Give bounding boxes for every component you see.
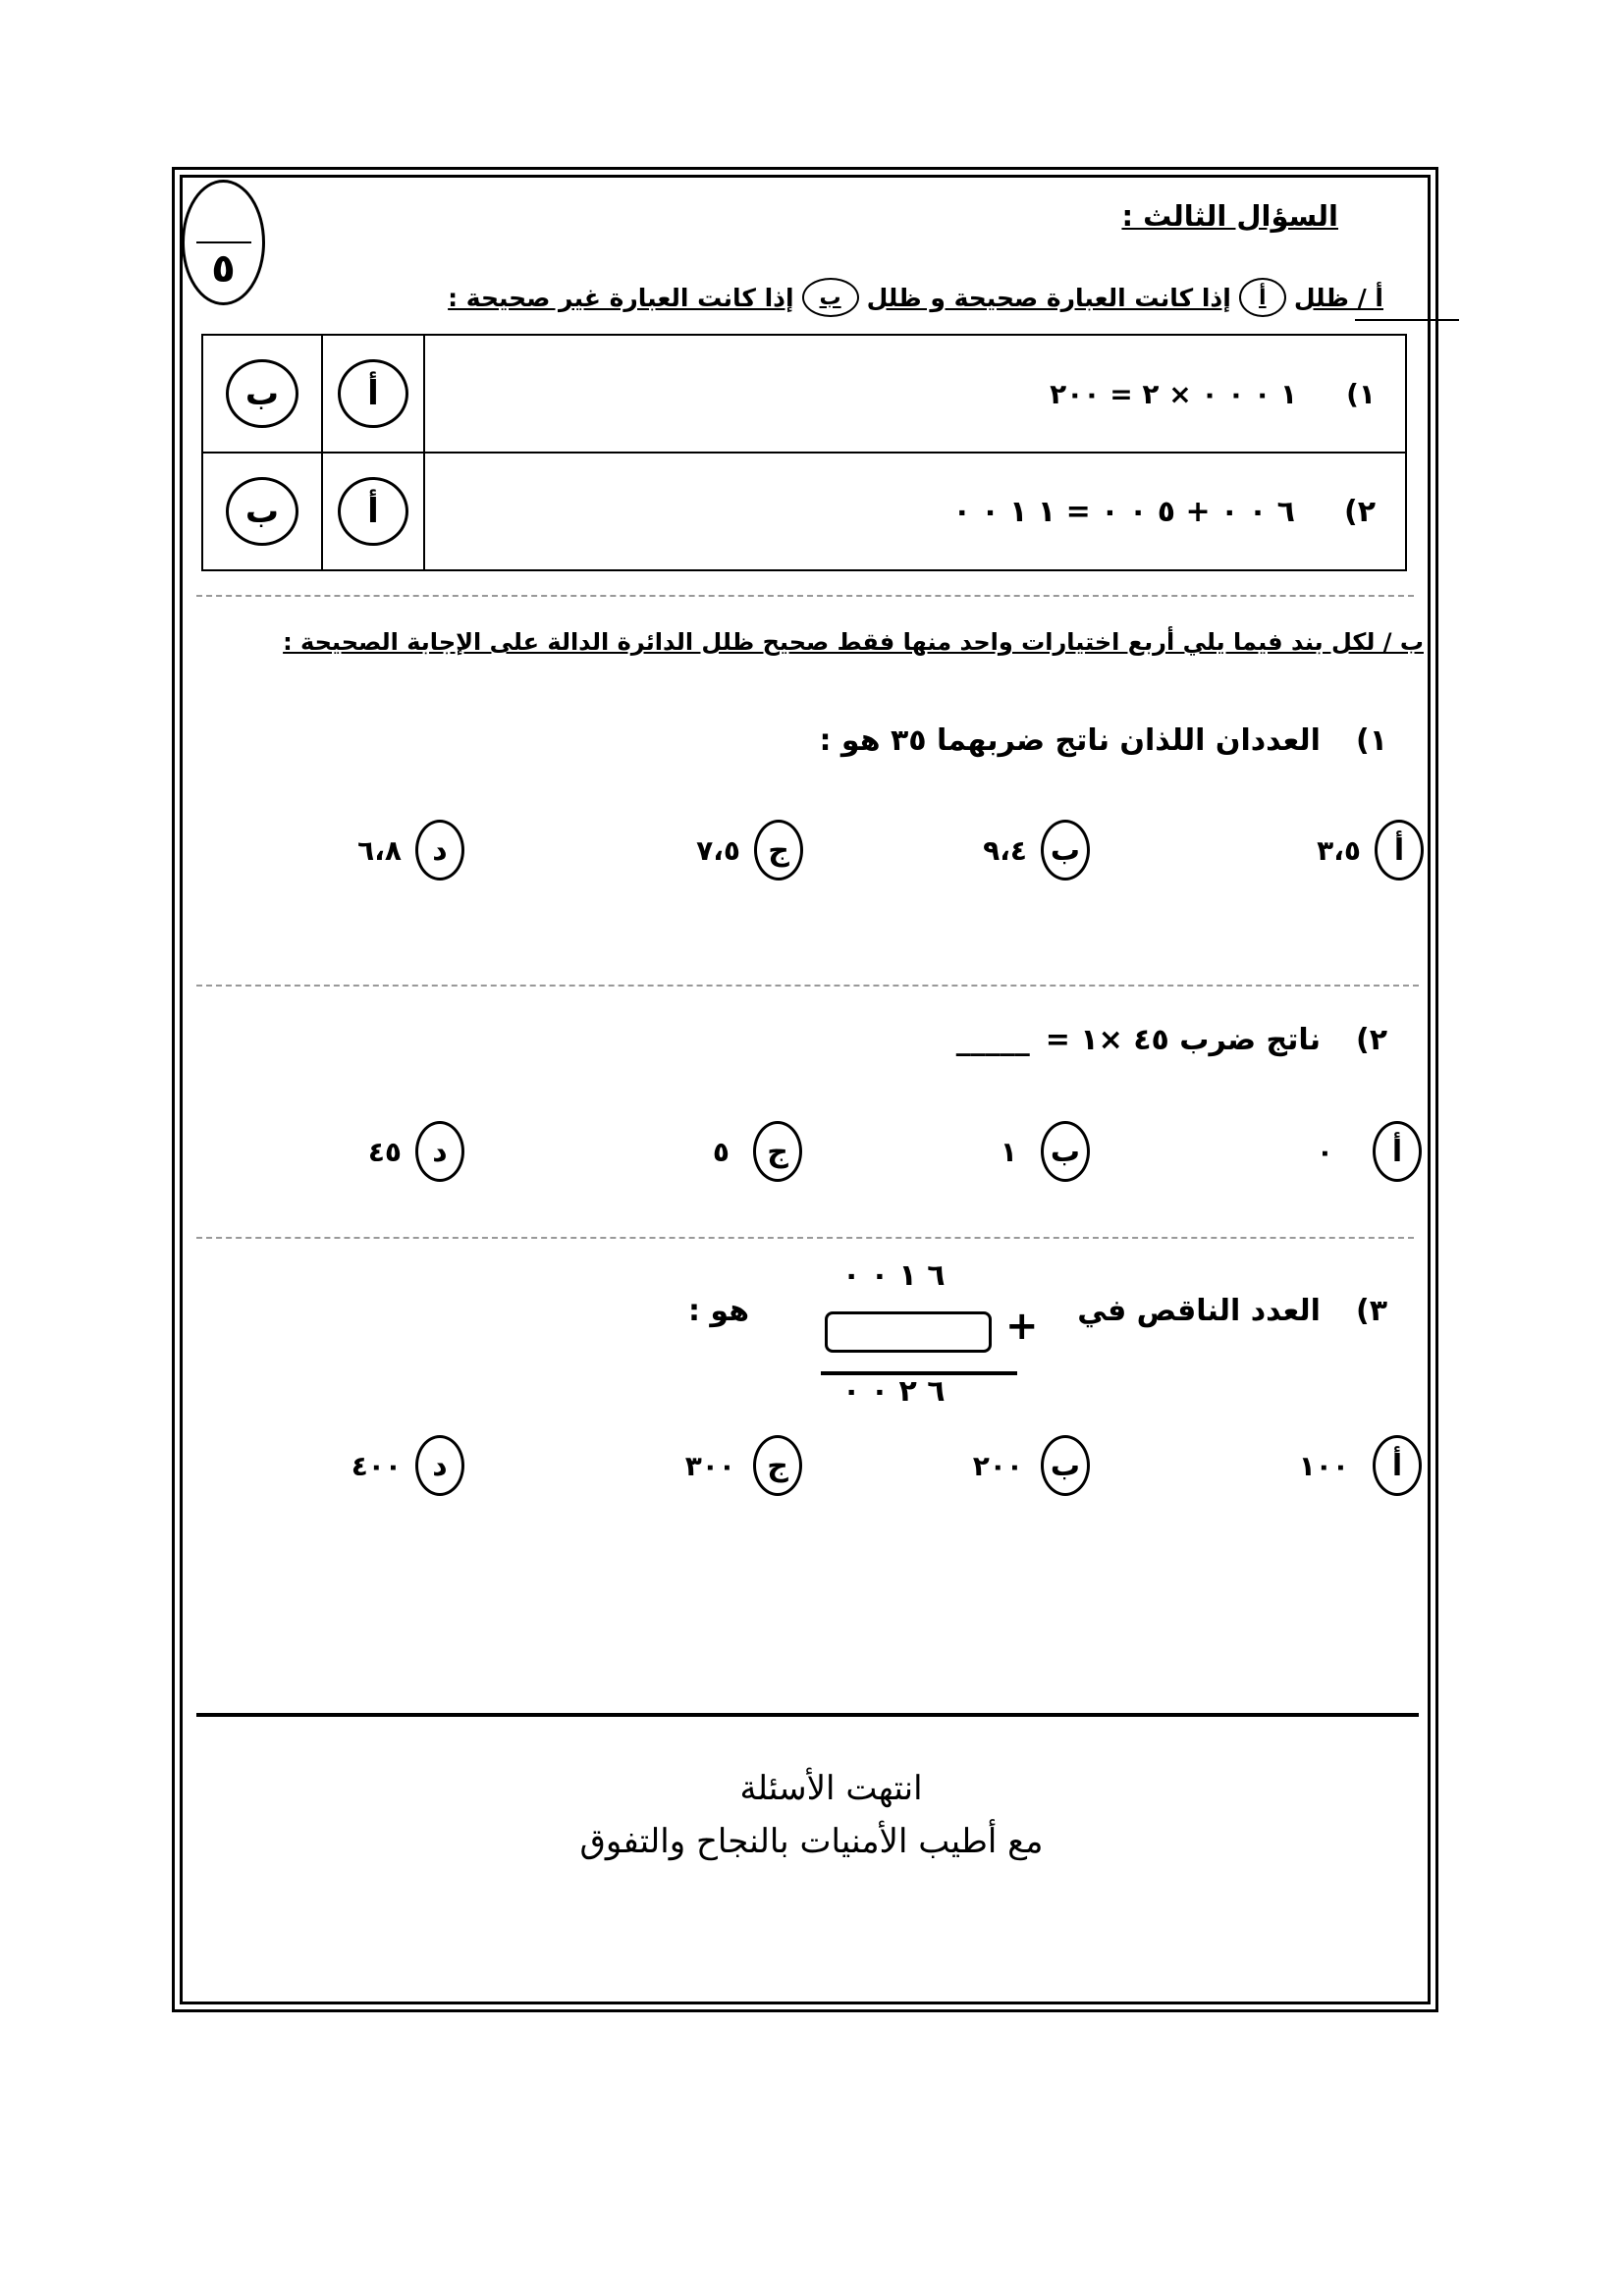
addend-top: ٦ ١ ٠ ٠ — [842, 1258, 946, 1293]
options-row — [0, 1121, 1623, 1190]
question-number: ١) — [1355, 723, 1387, 758]
statement-text: ١ ٠ ٠ ٠ × ٢ = ٢٠٠ — [1050, 377, 1298, 410]
option-letter-circle[interactable]: أ — [1373, 1435, 1422, 1496]
part-b-instruction: ب / لكل بند فيما يلي أربع اختيارات واحد منها فقط صحيح ظلل الدائرة الدالة على الإجابة الصحيحة : — [283, 628, 1424, 656]
table-row — [202, 453, 1406, 570]
divider-dashed — [196, 1237, 1414, 1239]
part-a-instruction-mid: إذا كانت العبارة صحيحة و ظلل — [866, 283, 1231, 312]
option[interactable] — [685, 1435, 802, 1496]
divider-dashed — [196, 595, 1414, 597]
question-text: العدد الناقص في — [1077, 1294, 1321, 1328]
option-cell-b — [202, 453, 322, 570]
question-2 — [956, 1023, 1387, 1057]
option-value: ٢٠٠ — [972, 1449, 1023, 1482]
option-letter-circle[interactable]: د — [415, 1121, 464, 1182]
missing-number-box[interactable] — [825, 1311, 992, 1353]
option-letter-circle[interactable]: ب — [1041, 1121, 1090, 1182]
statement-cell — [424, 453, 1406, 570]
part-a-instruction-prefix: أ / ظلل — [1293, 283, 1383, 312]
question-text: ناتج ضرب ٤٥ ×١ = — [1045, 1023, 1321, 1057]
option[interactable] — [983, 820, 1090, 881]
option-value: ٧،٥ — [696, 833, 740, 867]
option-value: ٤٠٠ — [351, 1449, 402, 1482]
option-a-circle[interactable]: أ — [338, 477, 408, 546]
option-letter-circle[interactable]: د — [415, 1435, 464, 1496]
option-a-circle[interactable]: أ — [338, 359, 408, 428]
option-value: ٥ — [712, 1135, 730, 1168]
answer-blank[interactable]: _____ — [955, 1023, 1030, 1057]
footer-line-1: انتهت الأسئلة — [739, 1769, 923, 1808]
option[interactable] — [368, 1121, 464, 1182]
question-text: العددان اللذان ناتج ضربهما ٣٥ هو : — [819, 723, 1321, 758]
question-3 — [1077, 1294, 1387, 1328]
part-a-instruction — [448, 278, 1383, 317]
option-letter-circle[interactable]: أ — [1375, 820, 1424, 881]
option-value: ٩،٤ — [983, 833, 1027, 867]
options-row — [0, 1435, 1623, 1504]
score-line — [196, 241, 251, 243]
statement-text: ٦ ٠ ٠ + ٥ ٠ ٠ = ١ ١ ٠ ٠ — [952, 494, 1295, 529]
option[interactable] — [352, 1435, 464, 1496]
question-number: ٣) — [1355, 1294, 1387, 1328]
score-mark: ٥ — [211, 246, 236, 292]
question-1 — [819, 723, 1387, 758]
question-number: ٢) — [1355, 1023, 1387, 1057]
option-value: ١٠٠ — [1298, 1449, 1349, 1482]
option-letter-circle[interactable]: ب — [1041, 820, 1090, 881]
footer-rule — [196, 1713, 1419, 1717]
option-letter-circle[interactable]: ب — [1041, 1435, 1090, 1496]
option[interactable] — [1317, 820, 1424, 881]
option-b-circle[interactable]: ب — [226, 477, 298, 546]
example-circle-a: أ — [1239, 278, 1286, 317]
example-circle-b: ب — [802, 278, 859, 317]
option[interactable] — [1001, 1121, 1090, 1182]
option-value: ١ — [1000, 1135, 1017, 1168]
part-a-underline-extension — [1355, 319, 1459, 321]
part-a-instruction-suffix: إذا كانت العبارة غير صحيحة : — [448, 283, 794, 312]
option-value: ٠ — [1316, 1135, 1333, 1168]
option-letter-circle[interactable]: د — [415, 820, 464, 881]
option-letter-circle[interactable]: أ — [1373, 1121, 1422, 1182]
table-row — [202, 335, 1406, 453]
option[interactable] — [696, 820, 803, 881]
option[interactable] — [1317, 1121, 1422, 1182]
sum-result: ٦ ٢ ٠ ٠ — [842, 1374, 946, 1409]
statement-number: ٢) — [1343, 494, 1376, 529]
option-value: ٦،٨ — [357, 833, 402, 867]
option-cell-a — [322, 335, 424, 453]
option-value: ٤٥ — [367, 1135, 402, 1168]
statement-cell — [424, 335, 1406, 453]
section-title: السؤال الثالث : — [1121, 199, 1338, 233]
option-b-circle[interactable]: ب — [226, 359, 298, 428]
true-false-table — [201, 334, 1407, 571]
option-value: ٣٠٠ — [684, 1449, 735, 1482]
question-3-suffix: هو : — [687, 1294, 749, 1328]
option[interactable] — [1299, 1435, 1422, 1496]
option-cell-a — [322, 453, 424, 570]
option[interactable] — [973, 1435, 1090, 1496]
option-letter-circle[interactable]: ج — [753, 1435, 802, 1496]
option-cell-b — [202, 335, 322, 453]
option-letter-circle[interactable]: ج — [753, 1121, 802, 1182]
divider-dashed — [196, 985, 1419, 987]
option[interactable] — [357, 820, 464, 881]
option[interactable] — [713, 1121, 802, 1182]
option-value: ٣،٥ — [1317, 833, 1361, 867]
footer-line-2: مع أطيب الأمنيات بالنجاح والتفوق — [579, 1822, 1044, 1861]
plus-sign: + — [1005, 1304, 1039, 1349]
statement-number: ١) — [1346, 377, 1376, 410]
options-row — [0, 820, 1623, 888]
option-letter-circle[interactable]: ج — [754, 820, 803, 881]
